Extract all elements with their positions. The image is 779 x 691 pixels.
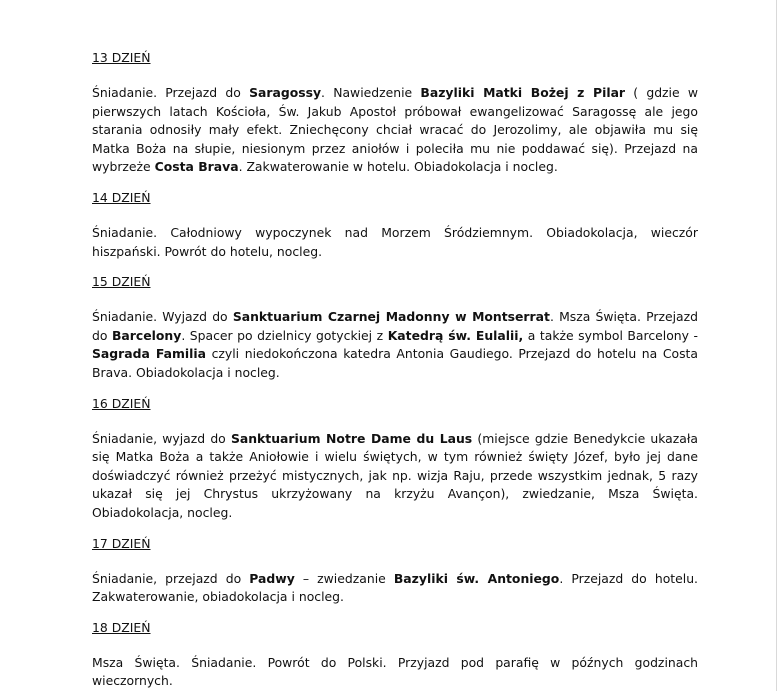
text-run: . Nawiedzenie	[321, 85, 421, 100]
bold-text: Sagrada Familia	[92, 346, 206, 362]
day-description	[92, 654, 698, 691]
text-run: ( gdzie w pierwszych latach Kościoła, Św. Jakub Apostoł próbował ewangelizować Saragossę ale jego starania odnosiły mały efekt. Zniechęcony chciał wracać do Jerozolimy, ale objawiła mu się Matka Boża na słupie, niesionym przez aniołów i poleciła mu nie poddawać się). Przejazd na wybrzeże	[92, 85, 698, 175]
bold-text: Katedrą św. Eulalii,	[387, 327, 524, 343]
bold-text: Bazyliki Matki Bożej z Pilar	[420, 85, 626, 100]
text-run: Śniadanie. Wyjazd do	[92, 309, 233, 325]
text-run: (miejsce gdzie Benedykcie ukazała się Matka Boża a także Aniołowie i wielu świętych, w tym również święty Józef, było jej dane doświadczyć również przeżyć mistycznych, jak np. wizja Raju, przede wszystkim jednak, 5 razy ukazał się jej Chrystus ukrzyżowany na krzyżu Avançon), zwiedzanie, Msza Święta. Obiadokolacja, nocleg.	[92, 430, 698, 520]
bold-text: Padwy	[249, 570, 295, 586]
day-description	[92, 84, 698, 177]
text-run: Śniadanie. Przejazd do	[92, 85, 250, 100]
text-run: a także symbol Barcelony -	[523, 327, 698, 343]
day-section	[92, 619, 698, 691]
day-description	[92, 570, 698, 607]
text-run: . Spacer po dzielnicy gotyckiej z	[181, 327, 388, 343]
text-run: Śniadanie. Całodniowy wypoczynek nad Morzem Śródziemnym. Obiadokolacja, wieczór hiszpański. Powrót do hotelu, nocleg.	[92, 224, 698, 259]
bold-text: Bazyliki św. Antoniego	[393, 570, 560, 586]
page-edge	[776, 0, 777, 691]
text-run: Śniadanie, przejazd do	[92, 570, 250, 586]
day-section	[92, 535, 698, 607]
text-run: Msza Święta. Śniadanie. Powrót do Polski. Przyjazd pod parafię w późnych godzinach wieczornych.	[92, 654, 698, 689]
day-section	[92, 273, 698, 382]
text-run: czyli niedokończona katedra Antonia Gaudiego. Przejazd do hotelu na Costa Brava. Obiadokolacja i nocleg.	[92, 346, 698, 380]
day-description	[92, 224, 698, 261]
day-heading: 14 DZIEŃ	[92, 189, 151, 205]
bold-text: Costa Brava	[154, 159, 239, 175]
text-run: . Przejazd do hotelu. Zakwaterowanie, obiadokolacja i nocleg.	[92, 570, 698, 605]
day-description	[92, 430, 698, 523]
text-run: . Zakwaterowanie w hotelu. Obiadokolacja i nocleg.	[238, 159, 558, 175]
text-run: . Msza Święta. Przejazd do	[92, 309, 699, 343]
bold-text: Saragossy	[249, 85, 322, 100]
bold-text: Sanktuarium Czarnej Madonny w Montserrat	[232, 309, 550, 325]
day-heading: 17 DZIEŃ	[92, 535, 151, 551]
text-run: Śniadanie, wyjazd do	[92, 430, 231, 446]
day-heading: 18 DZIEŃ	[92, 619, 151, 635]
document-page	[92, 49, 698, 691]
day-section	[92, 49, 698, 177]
day-description	[92, 308, 698, 382]
bold-text: Barcelony	[111, 327, 182, 343]
day-section	[92, 189, 698, 261]
text-run: – zwiedzanie	[294, 570, 394, 586]
day-heading: 15 DZIEŃ	[92, 274, 151, 290]
day-heading: 13 DZIEŃ	[92, 50, 151, 65]
day-heading: 16 DZIEŃ	[92, 395, 151, 411]
day-section	[92, 395, 698, 523]
bold-text: Sanktuarium Notre Dame du Laus	[230, 430, 473, 446]
